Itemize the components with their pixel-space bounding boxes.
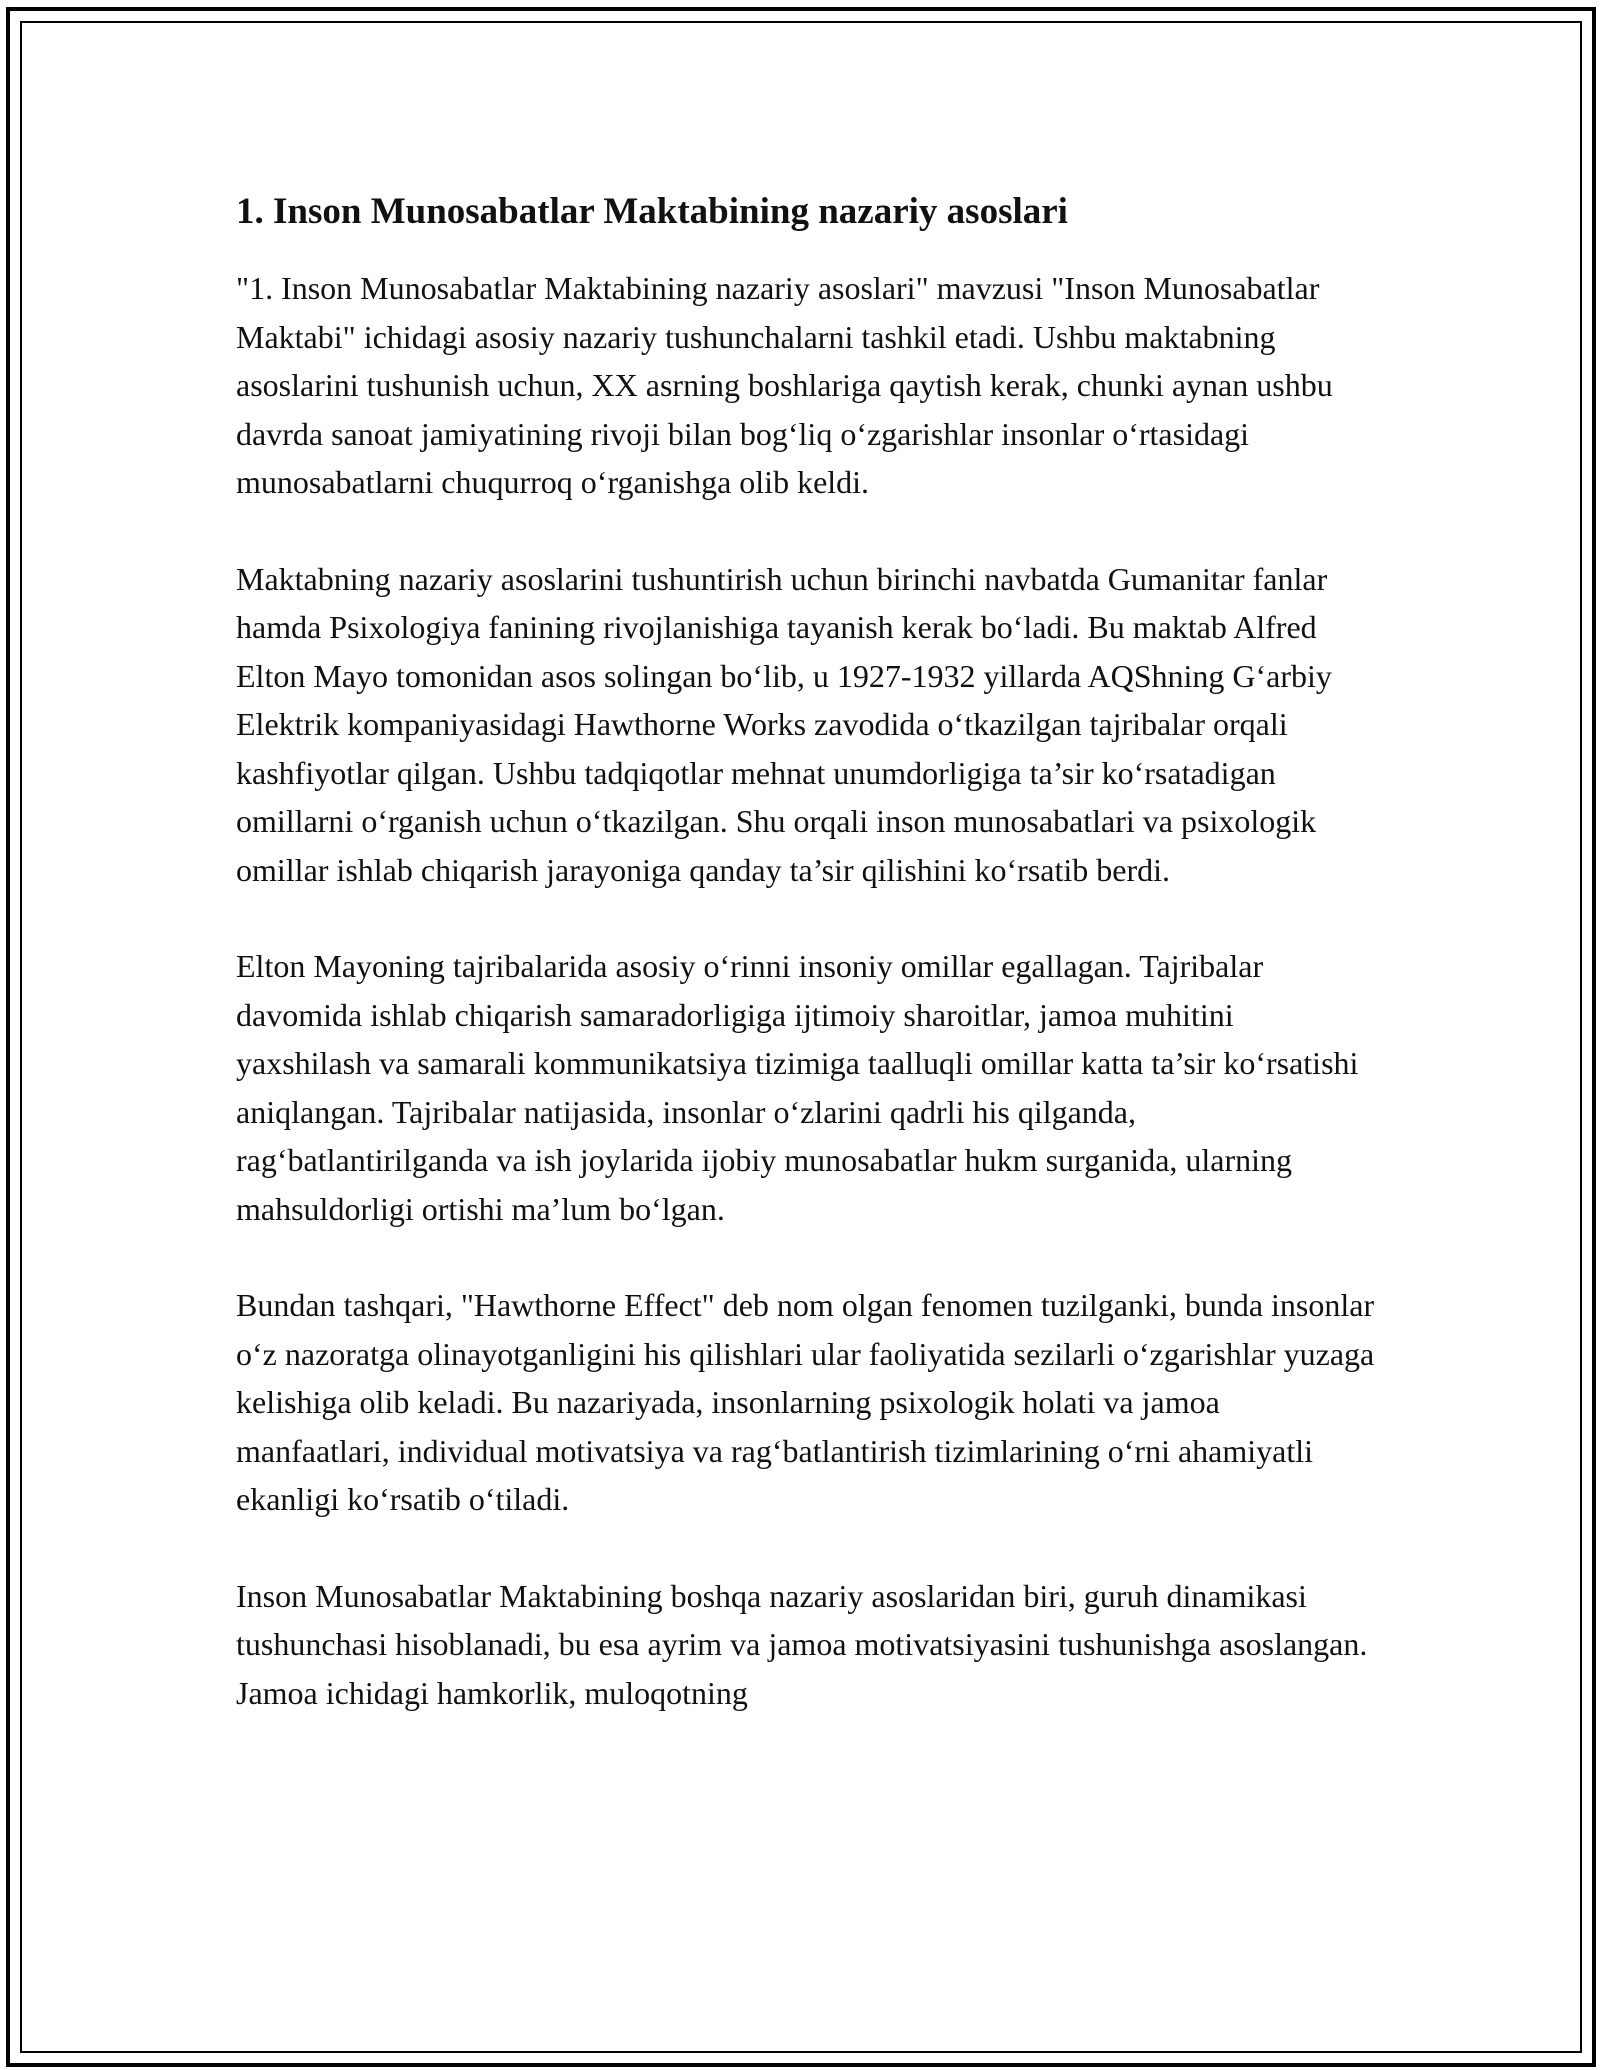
paragraph-1: "1. Inson Munosabatlar Maktabining nazariy asoslari" mavzusi "Inson Munosabatlar Maktabi" ichidagi asosiy nazariy tushunchalarni tashkil etadi. Ushbu maktabning asoslarini tushunish uchun, XX asrning boshlariga qaytish kerak, chunki aynan ushbu davrda sanoat jamiyatining rivoji bilan bog‘liq o‘zgarishlar insonlar o‘rtasidagi munosabatlarni chuqurroq o‘rganishga olib keldi. xyxy=(236,270,1333,500)
paragraph-4: Bundan tashqari, "Hawthorne Effect" deb nom olgan fenomen tuzilganki, bunda insonlar o‘z nazoratga olinayotganligini his qilishlari ular faoliyatida sezilarli o‘zgarishlar yuzaga kelishiga olib keladi. Bu nazariyada, insonlarning psixologik holati va jamoa manfaatlari, individual motivatsiya va rag‘batlantirish tizimlarining o‘rni ahamiyatli ekanligi ko‘rsatib o‘tiladi. xyxy=(236,1287,1375,1517)
paragraph-2: Maktabning nazariy asoslarini tushuntirish uchun birinchi navbatda Gumanitar fanlar hamda Psixologiya fanining rivojlanishiga tayanish kerak bo‘ladi. Bu maktab Alfred Elton Mayo tomonidan asos solingan bo‘lib, u 1927-1932 yillarda AQShning G‘arbiy Elektrik kompaniyasidagi Hawthorne Works zavodida o‘tkazilgan tajribalar orqali kashfiyotlar qilgan. Ushbu tadqiqotlar mehnat unumdorligiga ta’sir ko‘rsatadigan omillarni o‘rganish uchun o‘tkazilgan. Shu orqali inson munosabatlari va psixologik omillar ishlab chiqarish jarayoniga qanday ta’sir qilishini ko‘rsatib berdi. xyxy=(236,560,1332,888)
paragraph-3: Elton Mayoning tajribalarida asosiy o‘rinni insoniy omillar egallagan. Tajribalar davomida ishlab chiqarish samaradorligiga ijtimoiy sharoitlar, jamoa muhitini yaxshilash va samarali kommunikatsiya tizimiga taalluqli omillar katta ta’sir ko‘rsatishi aniqlangan. Tajribalar natijasida, insonlar o‘zlarini qadrli his qilganda, rag‘batlantirilganda va ish joylarida ijobiy munosabatlar hukm surganida, ularning mahsuldorligi ortishi ma’lum bo‘lgan. xyxy=(236,948,1359,1227)
paragraph-5: Inson Munosabatlar Maktabining boshqa nazariy asoslaridan biri, guruh dinamikasi tushunchasi hisoblanadi, bu esa ayrim va jamoa motivatsiyasini tushunishga asoslangan. Jamoa ichidagi hamkorlik, muloqotning xyxy=(236,1577,1368,1711)
document-body xyxy=(236,186,1376,1717)
section-heading: 1. Inson Munosabatlar Maktabining nazariy asoslari xyxy=(236,191,1068,232)
